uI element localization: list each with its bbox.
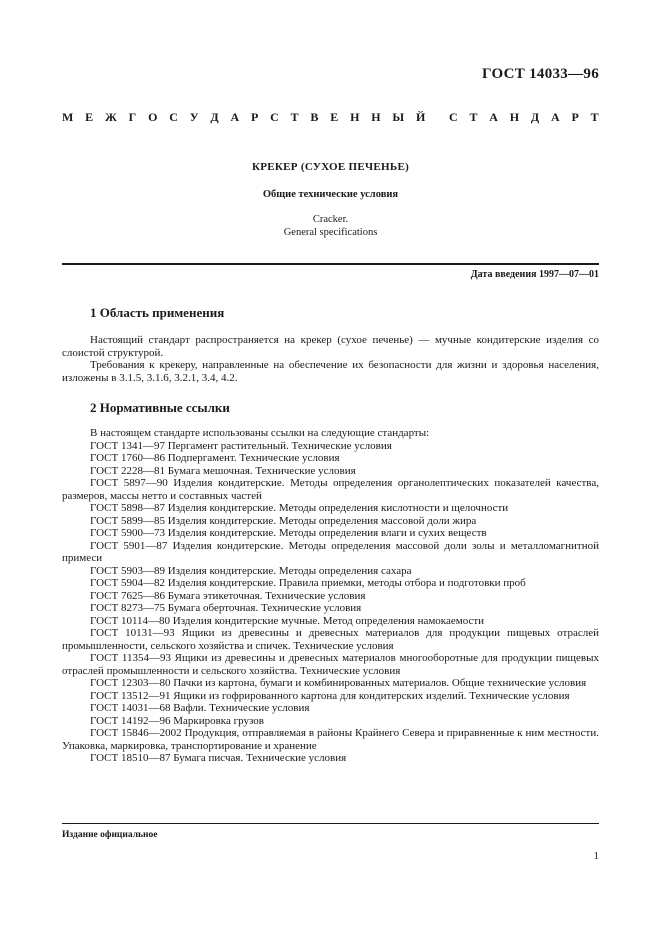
english-title-line1: Cracker. xyxy=(312,214,349,225)
reference-item: ГОСТ 11354—93 Ящики из древесины и древесных материалов многооборотные для продукции пищевых отраслей промышленности и сельского хозяйства. Технические условия xyxy=(62,652,599,677)
reference-item: ГОСТ 5904—82 Изделия кондитерские. Правила приемки, методы отбора и подготовки проб xyxy=(90,577,526,589)
reference-item: ГОСТ 13512—91 Ящики из гофрированного картона для кондитерских изделий. Технические условия xyxy=(90,689,570,702)
page-number: 1 xyxy=(593,850,599,862)
banner-letter: Т xyxy=(469,110,478,124)
reference-item: ГОСТ 10114—80 Изделия кондитерские мучные. Метод определения намокаемости xyxy=(90,614,485,627)
reference-item: ГОСТ 7625—86 Бумага этикеточная. Технические условия xyxy=(90,589,366,602)
banner-letter: Н xyxy=(350,110,360,124)
banner-letter: С xyxy=(448,110,458,124)
reference-item: ГОСТ 10131—93 Ящики из древесины и древесных материалов для продукции пищевых отраслей промышленности, сельского хозяйства и спичек. Технические условия xyxy=(62,627,599,652)
banner-letter: Й xyxy=(415,110,426,124)
document-subtitle: Общие технические условия xyxy=(262,189,399,200)
banner-letter: М xyxy=(62,110,74,124)
banner-letter: Д xyxy=(530,110,540,124)
reference-item: ГОСТ 8273—75 Бумага оберточная. Технические условия xyxy=(90,602,362,614)
banner-letter: А xyxy=(550,110,560,124)
reference-item: ГОСТ 1341—97 Пергамент растительный. Технические условия xyxy=(90,439,392,452)
banner-letter: Н xyxy=(509,110,520,124)
reference-item: ГОСТ 12303—80 Пачки из картона, бумаги и комбинированных материалов. Общие технические условия xyxy=(90,677,587,689)
reference-item: ГОСТ 5901—87 Изделия кондитерские. Методы определения массовой доли золы и металломагнитной примеси xyxy=(62,539,599,564)
reference-item: ГОСТ 14031—68 Вафли. Технические условия xyxy=(90,702,310,714)
interstate-standard-banner xyxy=(62,110,599,125)
banner-letter: Г xyxy=(128,110,137,124)
reference-item: ГОСТ 1760—86 Подпергамент. Технические условия xyxy=(90,452,340,464)
references-intro: В настоящем стандарте использованы ссылки на следующие стандарты: xyxy=(90,427,430,439)
paragraph: Настоящий стандарт распространяется на крекер (сухое печенье) — мучные кондитерские изделия со слоистой структурой. xyxy=(62,334,599,359)
standard-code: ГОСТ 14033—96 xyxy=(481,66,599,82)
section-references-body xyxy=(62,427,599,765)
banner-letter: А xyxy=(230,110,240,124)
banner-letter: С xyxy=(270,110,279,124)
banner-letter: Ы xyxy=(392,110,405,124)
paragraph: Требования к крекеру, направленные на обеспечение их безопасности для жизни и здоровья населения, изложены в 3.1.5, 3.1.6, 3.2.1, 3.4, 4.2. xyxy=(62,359,599,384)
reference-item: ГОСТ 5897—90 Изделия кондитерские. Методы определения органолептических показателей качества, размеров, массы нетто и составных частей xyxy=(62,477,599,502)
english-title-line2: General specifications xyxy=(283,227,378,238)
banner-letter: У xyxy=(189,110,199,124)
reference-item: ГОСТ 5899—85 Изделия кондитерские. Методы определения массовой доли жира xyxy=(90,514,477,527)
footer-divider xyxy=(62,823,599,824)
reference-item: ГОСТ 18510—87 Бумага писчая. Технические условия xyxy=(90,752,347,764)
banner-letter: Р xyxy=(250,110,259,124)
reference-item: ГОСТ 14192—96 Маркировка грузов xyxy=(90,714,264,727)
reference-item: ГОСТ 5898—87 Изделия кондитерские. Методы определения кислотности и щелочности xyxy=(90,502,509,514)
reference-item: ГОСТ 15846—2002 Продукция, отправляемая в районы Крайнего Севера и приравненные к ним местности. Упаковка, маркировка, транспортирование и хранение xyxy=(62,727,599,752)
section-heading-scope: 1 Область применения xyxy=(90,305,225,320)
banner-letter: Е xyxy=(85,110,94,124)
banner-letter: С xyxy=(169,110,178,124)
banner-letter: О xyxy=(148,110,158,124)
title-divider xyxy=(62,263,599,265)
banner-letter: Р xyxy=(571,110,579,124)
section-scope-body xyxy=(62,334,599,384)
edition-note: Издание официальное xyxy=(62,830,158,840)
banner-letter: Д xyxy=(210,110,219,124)
reference-item: ГОСТ 5900—73 Изделия кондитерские. Методы определения влаги и сухих веществ xyxy=(90,527,487,539)
reference-item: ГОСТ 2228—81 Бумага мешочная. Технические условия xyxy=(90,464,356,477)
banner-letter: Е xyxy=(330,110,339,124)
section-heading-references: 2 Нормативные ссылки xyxy=(90,400,230,415)
banner-letter: Ж xyxy=(104,110,117,124)
banner-letter: В xyxy=(310,110,319,124)
banner-letter: Т xyxy=(290,110,299,124)
banner-letter: А xyxy=(489,110,498,124)
reference-item: ГОСТ 5903—89 Изделия кондитерские. Методы определения сахара xyxy=(90,564,412,577)
banner-letter: Н xyxy=(371,110,381,124)
banner-letter: Т xyxy=(590,110,599,124)
introduction-date: Дата введения 1997—07—01 xyxy=(470,269,599,280)
document-title: КРЕКЕР (СУХОЕ ПЕЧЕНЬЕ) xyxy=(251,161,410,173)
